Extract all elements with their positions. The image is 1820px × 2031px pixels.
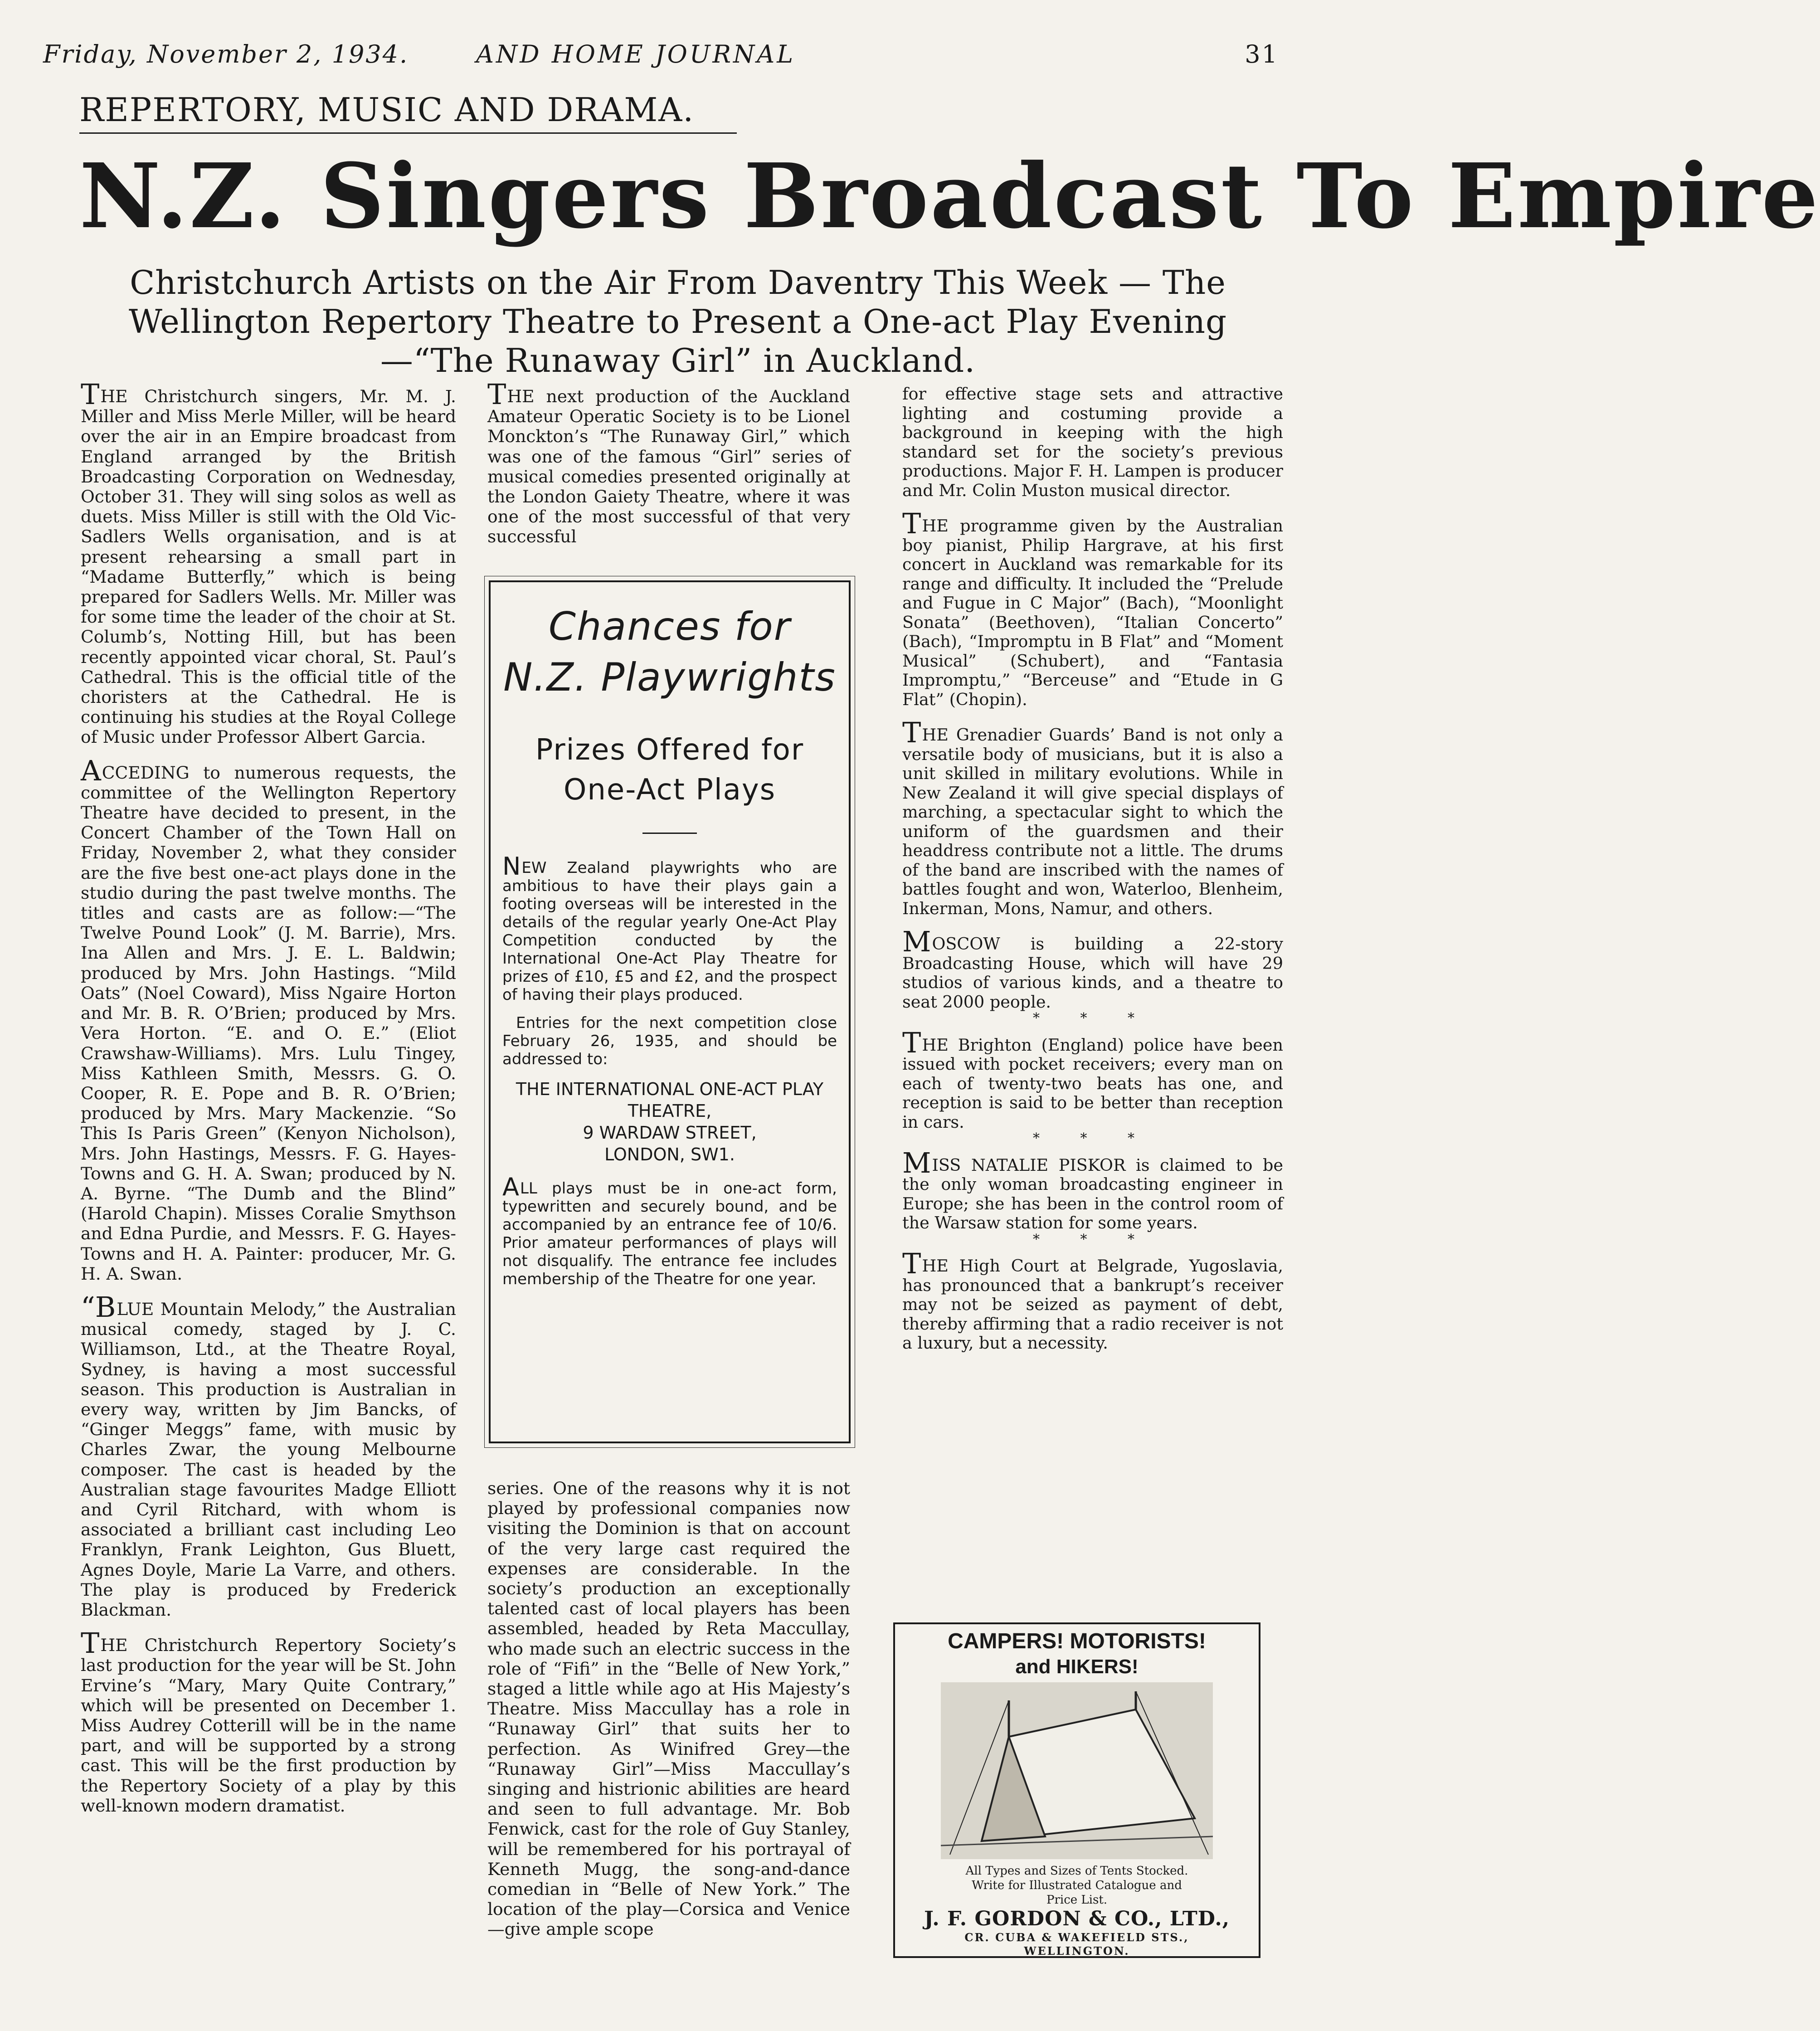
box-subtitle: Prizes Offered for One-Act Plays [535, 733, 804, 807]
drop-cap: M [902, 1146, 931, 1179]
journal-name: AND HOME JOURNAL [476, 40, 796, 68]
ad-headline: and HIKERS! [1015, 1656, 1139, 1678]
paragraph-belgrade-court [902, 1247, 1283, 1353]
section-heading: REPERTORY, MUSIC AND DRAMA. [79, 91, 695, 129]
address-line: LONDON, SW1. [604, 1145, 735, 1164]
star-separator: * * * [1032, 1130, 1153, 1146]
playwrights-box [489, 580, 851, 1443]
box-address [502, 1078, 837, 1165]
article-column-2-top [487, 378, 850, 560]
tent-icon [941, 1682, 1213, 1859]
paragraph-text: EW Zealand playwrights who are ambitious to have their plays gain a footing overseas will be interested in the details of the regular yearly One-Act Play Competition conducted by the International One-Act Play Theatre for prizes of £10, £5 and £2, and the prospect of having their plays produced. [502, 859, 837, 1004]
drop-cap: T [902, 507, 921, 540]
subheadline: Christchurch Artists on the Air From Daventry This Week — The Wellington Repertory Theatre to Present a One-act Play Evening—“The Runaway Girl” in Auckland. [128, 263, 1227, 380]
ad-firm-city: WELLINGTON. [1024, 1944, 1130, 1958]
paragraph-text: HE High Court at Belgrade, Yugoslavia, has pronounced that a bankrupt’s receiver may not be seized as payment of debt, thereby affirming that a radio receiver is not a luxury, but a necessity. [902, 1256, 1283, 1353]
article-column-1 [81, 378, 456, 1829]
paragraph-text: HE Brighton (England) police have been issued with pocket receivers; every man on each of twenty-two beats has one, and reception is said to be better than reception in cars. [902, 1035, 1283, 1132]
paragraph-text: ISS NATALIE PISKOR is claimed to be the only woman broadcasting engineer in Europe; she has been in the control room of the Warsaw station for some years. [902, 1155, 1283, 1232]
paragraph-philip-hargrave [902, 507, 1283, 709]
ad-text-line: All Types and Sizes of Tents Stocked. [965, 1864, 1188, 1878]
ad-firm-name: J. F. GORDON & CO., LTD., [924, 1907, 1230, 1930]
ad-text-line: Write for Illustrated Catalogue and [972, 1879, 1182, 1892]
box-paragraph-entries: Entries for the next competition close February 26, 1935, and should be addressed to: [502, 1014, 837, 1068]
box-paragraph-intro [502, 852, 837, 1004]
tent-advertisement [893, 1622, 1260, 1958]
paragraph-natalie-piskor [902, 1146, 1283, 1233]
paragraph-grenadier-guards [902, 716, 1283, 918]
article-column-2-bottom [487, 1478, 850, 1953]
drop-cap: M [902, 925, 931, 958]
drop-cap: N [502, 852, 521, 881]
box-paragraph-rules [502, 1173, 837, 1288]
paragraph-christchurch-singers [81, 378, 456, 747]
paragraph-text: HE Christchurch Repertory Society’s last production for the year will be St. John Ervine’s “Mary, Mary Quite Contrary,” which will be presented on December 1. Miss Audrey Cotterill will be in the name part, and will be supported by a strong cast. This will be the first production by the Repertory Society of a play by this well-known modern dramatist. [81, 1635, 456, 1816]
article-column-3 [902, 385, 1283, 1367]
paragraph-runaway-girl-continued: series. One of the reasons why it is not played by professional companies now visiting the Dominion is that on account of the very large cast required the expenses are considerable. In the society’s production an exceptionally talented cast of local players has been assembled, headed by Reta Maccullay, who made such an electric success in the role of “Fifi” in the “Belle of New York,” staged a little while ago at His Majesty’s Theatre. Miss Maccullay has a role in “Runaway Girl” that suits her to perfection. As Winifred Grey—the “Runaway Girl”—Miss Maccullay’s singing and histrionic abilities are heard and seen to full advantage. Mr. Bob Fenwick, cast for the role of Guy Stanley, will be remembered for his portrayal of Kenneth Mugg, the song-and-dance comedian in “Belle of New York.” The location of the play—Corsica and Venice—give ample scope [487, 1478, 850, 1939]
address-line: 9 WARDAW STREET, [583, 1123, 757, 1143]
page-number: 31 [1245, 40, 1279, 68]
star-separator: * * * [1032, 1231, 1153, 1247]
drop-cap: T [902, 1026, 921, 1059]
drop-cap: T [902, 716, 921, 749]
paragraph-text: LUE Mountain Melody,” the Australian musical comedy, staged by J. C. Williamson, Ltd., at the Theatre Royal, Sydney, is having a most successful season. This production is Australian in every way, written by Jim Bancks, of “Ginger Meggs” fame, with music by Charles Zwar, the young Melbourne composer. The cast is headed by the Australian stage favourites Madge Elliott and Cyril Ritchard, with whom is associated a brilliant cast including Leo Franklyn, Frank Leighton, Gus Bluett, Agnes Doyle, Marie La Varre, and others. The play is produced by Frederick Blackman. [81, 1299, 456, 1620]
drop-cap: A [502, 1173, 519, 1201]
paragraph-text: OSCOW is building a 22-story Broadcasting House, which will have 29 studios of various kinds, and a theatre to seat 2000 people. [902, 934, 1283, 1012]
paragraph-text: HE Christchurch singers, Mr. M. J. Miller and Miss Merle Miller, will be heard over the air in an Empire broadcast from England arranged by the British Broadcasting Corporation on Wednesday, October 31. They will sing solos as well as duets. Miss Miller is still with the Old Vic-Sadlers Wells organisation, and is at present rehearsing a small part in “Madame Butterfly,” which is being prepared for Sadlers Wells. Mr. Miller was for some time the leader of the choir at St. Columb’s, Notting Hill, but has been recently appointed vicar choral, St. Paul’s Cathedral. This is the official title of the choristers at the Cathedral. He is continuing his studies at the Royal College of Music under Professor Albert Garcia. [81, 386, 456, 747]
paragraph-text: HE programme given by the Australian boy pianist, Philip Hargrave, at his first concert in Auckland was remarkable for its range and difficulty. It included the “Prelude and Fugue in C Major” (Bach), “Moonlight Sonata” (Beethoven), “Italian Concerto” (Bach), “Impromptu in B Flat” and “Moment Musical” (Schubert), and “Fantasia Impromptu,” “Berceuse” and “Etude in G Flat” (Chopin). [902, 516, 1283, 709]
paragraph-text: HE Grenadier Guards’ Band is not only a versatile body of musicians, but it is also a unit skilled in military evolutions. While in New Zealand it will give special displays of marching, a spectacular sight to which the uniform of the guardsmen and their headdress contribute not a little. The drums of the band are inscribed with the names of battles fought and won, Waterloo, Blenheim, Inkerman, Mons, Namur, and others. [902, 725, 1283, 918]
drop-cap: T [902, 1247, 921, 1280]
star-separator: * * * [1032, 1010, 1153, 1026]
drop-cap: T [81, 378, 100, 411]
paragraph-blue-mountain-melody [81, 1290, 456, 1620]
drop-cap: A [81, 754, 101, 787]
drop-cap: “B [81, 1290, 116, 1324]
box-separator [642, 833, 697, 834]
paragraph-stage-sets: for effective stage sets and attractive lighting and costuming provide a background in keeping with the high standard set for the society’s previous productions. Major F. H. Lampen is producer and Mr. Colin Muston musical director. [902, 384, 1283, 500]
headline: N.Z. Singers Broadcast To Empire [79, 144, 1820, 248]
address-line: THE INTERNATIONAL ONE-ACT PLAY THEATRE, [516, 1079, 824, 1121]
ad-firm-address: CR. CUBA & WAKEFIELD STS., [964, 1931, 1189, 1944]
paragraph-text: CCEDING to numerous requests, the committee of the Wellington Repertory Theatre have decided to present, in the Concert Chamber of the Town Hall on Friday, November 2, what they consider are the five best one-act plays done in the studio during the past twelve months. The titles and casts are as follow:—“The Twelve Pound Look” (J. M. Barrie), Mrs. Ina Allen and Mrs. J. E. L. Baldwin; produced by Mrs. John Hastings. “Mild Oats” (Noel Coward), Miss Ngaire Horton and Mr. B. R. O’Brien; produced by Mrs. Vera Horton. “E. and O. E.” (Eliot Crawshaw-Williams). Mrs. Lulu Tingey, Miss Kathleen Smith, Messrs. G. O. Cooper, R. E. Pope and B. R. O’Brien; produced by Mrs. Mary Mackenzie. “So This Is Paris Green” (Kenyon Nicholson), Mrs. John Hastings, Messrs. F. G. Hayes-Towns and G. H. A. Swan; produced by N. A. Byrne. “The Dumb and the Blind” (Harold Chapin). Misses Coralie Smythson and Edna Purdie, and Messrs. F. G. Hayes-Towns and H. A. Painter: producer, Mr. G. H. A. Swan. [81, 762, 456, 1284]
ad-headline: CAMPERS! MOTORISTS! [948, 1629, 1206, 1653]
paragraph-christchurch-repertory [81, 1627, 456, 1816]
issue-date: Friday, November 2, 1934. [43, 40, 409, 68]
paragraph-auckland-operatic [487, 378, 850, 547]
paragraph-moscow [902, 925, 1283, 1012]
paragraph-wellington-repertory [81, 754, 456, 1284]
paragraph-brighton-police [902, 1026, 1283, 1132]
drop-cap: T [487, 378, 506, 411]
drop-cap: T [81, 1627, 100, 1660]
box-title: Chances for N.Z. Playwrights [503, 604, 836, 700]
section-rule [79, 132, 737, 134]
paragraph-text: LL plays must be in one-act form, typewritten and securely bound, and be accompanied by an entrance fee of 10/6. Prior amateur performances of plays will not disqualify. The entrance fee includes membership of the Theatre for one year. [502, 1179, 837, 1288]
paragraph-text: HE next production of the Auckland Amateur Operatic Society is to be Lionel Monckton’s “The Runaway Girl,” which was one of the famous “Girl” series of musical comedies presented originally at the London Gaiety Theatre, where it was one of the most successful of that very successful [487, 386, 850, 547]
ad-text-line: Price List. [1046, 1893, 1108, 1907]
